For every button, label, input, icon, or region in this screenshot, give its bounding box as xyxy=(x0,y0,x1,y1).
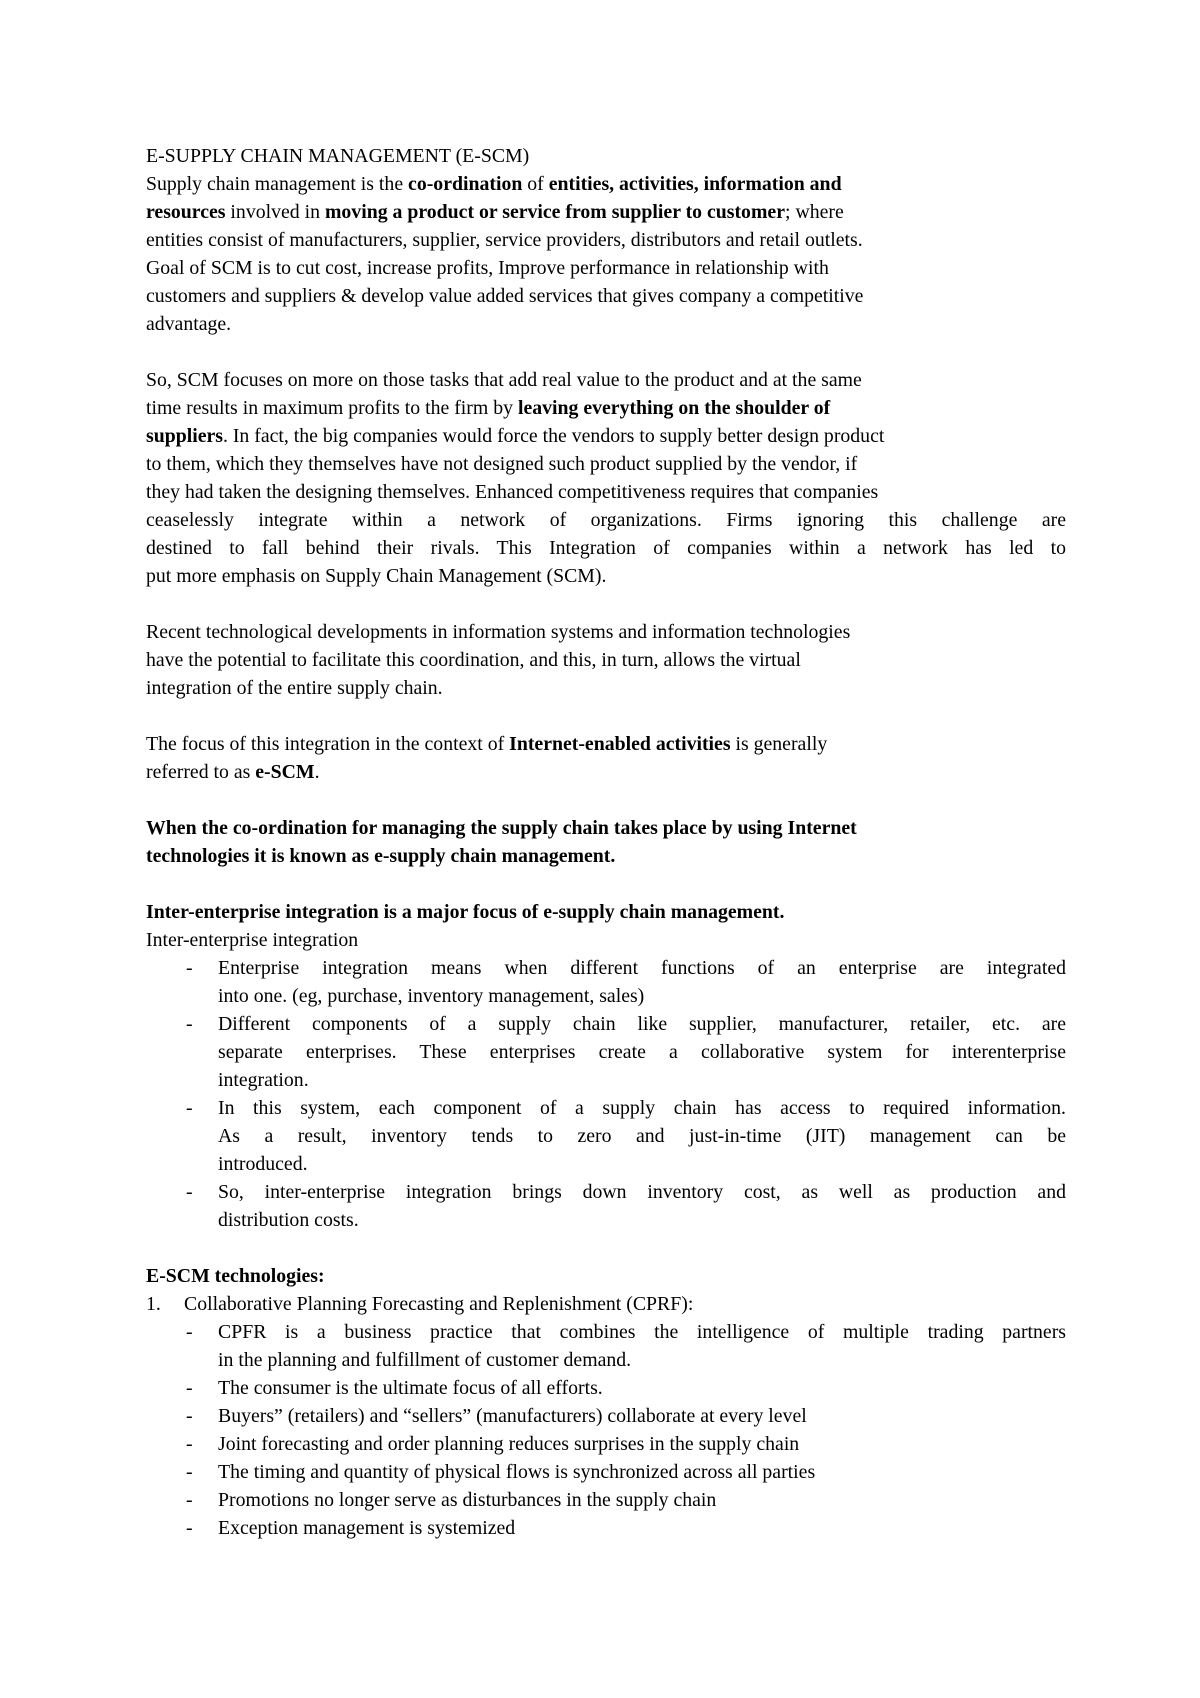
paragraph-3-line: have the potential to facilitate this coordination, and this, in turn, allows the virtual xyxy=(146,649,801,671)
document-title: E-SUPPLY CHAIN MANAGEMENT (E-SCM) xyxy=(146,145,530,167)
paragraph-4-line: The focus of this integration in the context of Internet-enabled activities is generally xyxy=(146,733,828,755)
dash-marker: - xyxy=(186,1461,193,1483)
paragraph-1-line: Goal of SCM is to cut cost, increase profits, Improve performance in relationship with xyxy=(146,257,829,279)
list-item-text: In this system, each component of a supply chain has access to required information. xyxy=(218,1097,1066,1119)
section-subheading: Inter-enterprise integration xyxy=(146,929,359,951)
section-heading-technologies: E-SCM technologies: xyxy=(146,1265,325,1287)
list-item-text: So, inter-enterprise integration brings down inventory cost, as well as production and xyxy=(218,1181,1066,1203)
list-item xyxy=(146,1402,1066,1430)
dash-marker: - xyxy=(186,1517,193,1539)
list-item xyxy=(146,1458,1066,1486)
list-item xyxy=(146,1318,1066,1374)
dash-marker: - xyxy=(186,1433,193,1455)
list-item xyxy=(146,1514,1066,1542)
list-item-text: distribution costs. xyxy=(218,1209,359,1231)
list-item-text: Buyers” (retailers) and “sellers” (manufacturers) collaborate at every level xyxy=(218,1405,807,1427)
dash-marker: - xyxy=(186,1097,193,1119)
paragraph-3-line: Recent technological developments in information systems and information technologies xyxy=(146,621,851,643)
paragraph-1-line: customers and suppliers & develop value added services that gives company a competitive xyxy=(146,285,864,307)
list-item-text: As a result, inventory tends to zero and just-in-time (JIT) management can be xyxy=(218,1125,1066,1147)
paragraph-3-line: integration of the entire supply chain. xyxy=(146,677,443,699)
cpfr-bullet-list xyxy=(146,1318,1066,1542)
list-item-text: in the planning and fulfillment of customer demand. xyxy=(218,1349,632,1371)
dash-marker: - xyxy=(186,1405,193,1427)
paragraph-1-line: advantage. xyxy=(146,313,232,335)
list-item xyxy=(146,1094,1066,1178)
paragraph-2-line: put more emphasis on Supply Chain Management (SCM). xyxy=(146,565,607,587)
list-item xyxy=(146,1486,1066,1514)
item-number: 1. xyxy=(146,1293,161,1315)
list-item xyxy=(146,1010,1066,1094)
list-item-text: integration. xyxy=(218,1069,309,1091)
list-item-text: The timing and quantity of physical flows is synchronized across all parties xyxy=(218,1461,816,1483)
list-item-text: Enterprise integration means when different functions of an enterprise are integrated xyxy=(218,957,1066,979)
list-item-text: into one. (eg, purchase, inventory management, sales) xyxy=(218,985,645,1007)
section-heading-integration: Inter-enterprise integration is a major focus of e-supply chain management. xyxy=(146,901,785,923)
paragraph-2-line: ceaselessly integrate within a network of organizations. Firms ignoring this challenge are xyxy=(146,509,1066,531)
definition-line: technologies it is known as e-supply chain management. xyxy=(146,845,616,867)
list-item-text: CPFR is a business practice that combines the intelligence of multiple trading partners xyxy=(218,1321,1066,1343)
list-item xyxy=(146,1178,1066,1234)
list-item xyxy=(146,1374,1066,1402)
paragraph-4-line: referred to as e-SCM. xyxy=(146,761,320,783)
list-item-text: The consumer is the ultimate focus of all efforts. xyxy=(218,1377,603,1399)
paragraph-2-line: they had taken the designing themselves. Enhanced competitiveness requires that companies xyxy=(146,481,879,503)
list-item-text: Exception management is systemized xyxy=(218,1517,516,1539)
numbered-item-text: Collaborative Planning Forecasting and Replenishment (CPRF): xyxy=(184,1293,694,1315)
paragraph-1-line: Supply chain management is the co-ordination of entities, activities, information and xyxy=(146,173,842,195)
numbered-item xyxy=(146,1290,1066,1318)
dash-marker: - xyxy=(186,1321,193,1343)
paragraph-1-line: entities consist of manufacturers, supplier, service providers, distributors and retail outlets. xyxy=(146,229,863,251)
list-item xyxy=(146,954,1066,1010)
list-item-text: Different components of a supply chain like supplier, manufacturer, retailer, etc. are xyxy=(218,1013,1066,1035)
list-item-text: Joint forecasting and order planning reduces surprises in the supply chain xyxy=(218,1433,800,1455)
paragraph-2-line: to them, which they themselves have not designed such product supplied by the vendor, if xyxy=(146,453,858,475)
dash-marker: - xyxy=(186,1489,193,1511)
list-item-text: introduced. xyxy=(218,1153,308,1175)
list-item xyxy=(146,1430,1066,1458)
dash-marker: - xyxy=(186,957,193,979)
integration-bullet-list xyxy=(146,954,1066,1234)
paragraph-1-line: resources involved in moving a product or service from supplier to customer; where xyxy=(146,201,844,223)
dash-marker: - xyxy=(186,1181,193,1203)
dash-marker: - xyxy=(186,1377,193,1399)
list-item-text: separate enterprises. These enterprises create a collaborative system for interenterprise xyxy=(218,1041,1066,1063)
dash-marker: - xyxy=(186,1013,193,1035)
definition-line: When the co-ordination for managing the supply chain takes place by using Internet xyxy=(146,817,857,839)
paragraph-2-line: So, SCM focuses on more on those tasks that add real value to the product and at the same xyxy=(146,369,862,391)
paragraph-2-line: destined to fall behind their rivals. This Integration of companies within a network has led to xyxy=(146,537,1066,559)
list-item-text: Promotions no longer serve as disturbances in the supply chain xyxy=(218,1489,717,1511)
paragraph-2-line: suppliers. In fact, the big companies would force the vendors to supply better design product xyxy=(146,425,885,447)
paragraph-2-line: time results in maximum profits to the firm by leaving everything on the shoulder of xyxy=(146,397,831,419)
